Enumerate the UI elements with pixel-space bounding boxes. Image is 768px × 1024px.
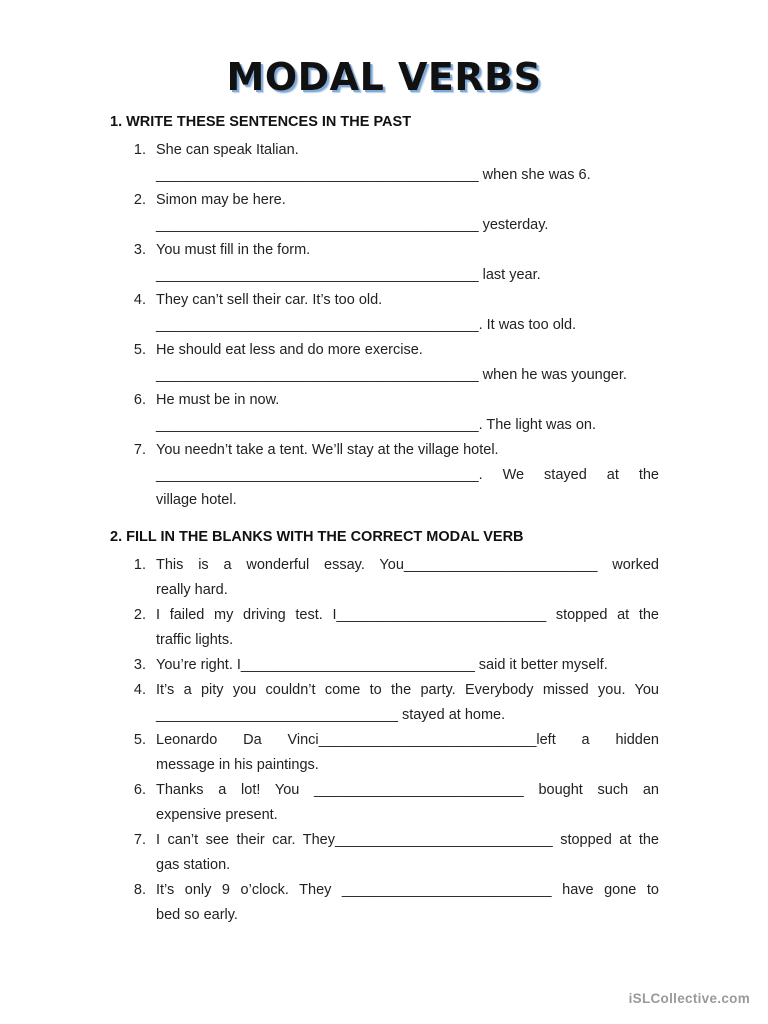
item-sentence: You needn’t take a tent. We’ll stay at the village hotel. [156, 442, 499, 458]
item-text-line-1: You’re right. I_____________________________ said it better myself. [156, 657, 608, 673]
list-item [0, 828, 768, 878]
item-answer-line: ________________________________________ when he was younger. [156, 367, 627, 383]
item-answer-line: ________________________________________. The light was on. [156, 417, 596, 433]
list-item [0, 678, 768, 728]
list-item [0, 338, 768, 388]
page-title: MODAL VERBS [226, 55, 542, 99]
item-sentence: She can speak Italian. [156, 142, 299, 158]
list-item [0, 728, 768, 778]
list-item [0, 878, 768, 928]
item-number: 8. [133, 882, 146, 898]
list-item [0, 553, 768, 603]
item-text-line-1: I failed my driving test. I__________________________ stopped at the [156, 607, 659, 623]
item-text-line-2: bed so early. [156, 907, 238, 923]
section-2-list [0, 553, 768, 928]
item-number: 5. [133, 732, 146, 748]
list-item [0, 778, 768, 828]
list-item [0, 653, 768, 678]
item-answer-continuation: village hotel. [156, 492, 237, 508]
item-text-line-2: ______________________________ stayed at home. [156, 707, 506, 723]
item-number: 2. [133, 607, 146, 623]
item-answer-line: ________________________________________. It was too old. [156, 317, 577, 333]
item-text-line-2: traffic lights. [156, 632, 234, 648]
item-text-line-1: It’s only 9 o’clock. They __________________________ have gone to [156, 882, 659, 898]
list-item [0, 388, 768, 438]
item-text-line-2: expensive present. [156, 807, 278, 823]
item-number: 4. [133, 292, 146, 308]
item-sentence: Simon may be here. [156, 192, 286, 208]
section-1-list [0, 138, 768, 513]
item-text-line-2: really hard. [156, 582, 228, 598]
item-text-line-1: Leonardo Da Vinci___________________________left a hidden [156, 732, 659, 748]
item-number: 5. [133, 342, 146, 358]
section-1-heading: 1. WRITE THESE SENTENCES IN THE PAST [110, 114, 412, 130]
item-number: 6. [133, 392, 146, 408]
item-answer-line: ________________________________________ when she was 6. [156, 167, 591, 183]
item-sentence: They can’t sell their car. It’s too old. [156, 292, 383, 308]
list-item [0, 188, 768, 238]
item-sentence: You must fill in the form. [156, 242, 311, 258]
list-item [0, 288, 768, 338]
item-sentence: He should eat less and do more exercise. [156, 342, 423, 358]
item-text-line-1: This is a wonderful essay. You________________________ worked [156, 557, 659, 573]
watermark: iSLCollective.com [628, 991, 750, 1006]
item-text-line-2: gas station. [156, 857, 231, 873]
item-text-line-2: message in his paintings. [156, 757, 319, 773]
item-number: 7. [133, 442, 146, 458]
item-number: 7. [133, 832, 146, 848]
list-item [0, 603, 768, 653]
section-2-heading: 2. FILL IN THE BLANKS WITH THE CORRECT MODAL VERB [110, 529, 524, 545]
item-answer-line: ________________________________________. We stayed at the [156, 467, 659, 483]
item-number: 3. [133, 657, 146, 673]
item-text-line-1: I can’t see their car. They___________________________ stopped at the [156, 832, 659, 848]
item-answer-line: ________________________________________ yesterday. [156, 217, 549, 233]
item-answer-line: ________________________________________ last year. [156, 267, 541, 283]
list-item [0, 138, 768, 188]
item-text-line-1: It’s a pity you couldn’t come to the party. Everybody missed you. You [156, 682, 659, 698]
item-number: 3. [133, 242, 146, 258]
item-number: 6. [133, 782, 146, 798]
item-number: 4. [133, 682, 146, 698]
item-number: 1. [133, 557, 146, 573]
list-item [0, 438, 768, 513]
list-item [0, 238, 768, 288]
item-number: 1. [133, 142, 146, 158]
item-number: 2. [133, 192, 146, 208]
item-text-line-1: Thanks a lot! You __________________________ bought such an [156, 782, 659, 798]
item-sentence: He must be in now. [156, 392, 280, 408]
